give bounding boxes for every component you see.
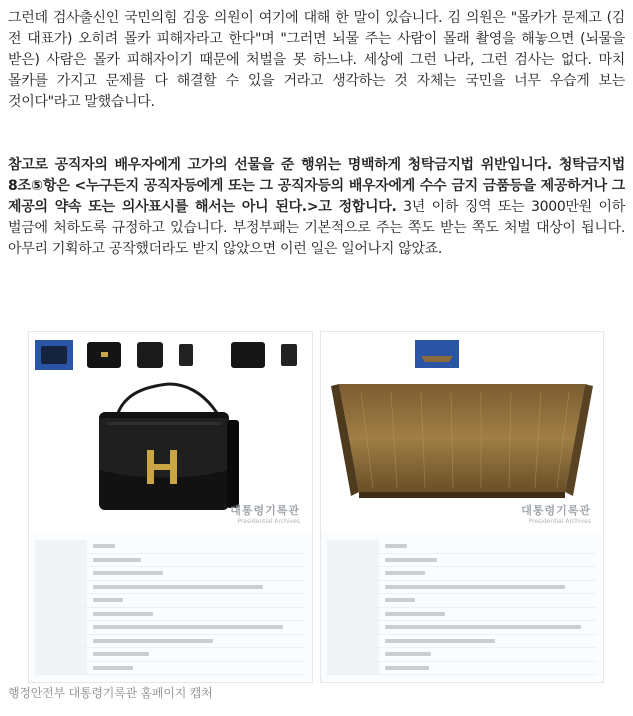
watermark-ko: 대통령기록관 [230,504,300,517]
record-image-area [29,332,312,532]
image-caption: 행정안전부 대통령기록관 홈페이지 캡처 [8,686,213,700]
record-info-table [327,540,597,678]
watermark [521,502,591,525]
thumbnail-selected [415,340,459,368]
thumbnail-strip [321,332,603,372]
record-image-area [321,332,603,532]
watermark-en: Presidential Archives [237,518,300,525]
archive-record-tray [320,331,604,683]
thumbnail-strip [29,332,312,380]
watermark-en: Presidential Archives [528,518,591,525]
article-paragraph-1: 그런데 검사출신인 국민의힘 김웅 의원이 여기에 대해 한 말이 있습니다. 김 의원은 "몰카가 문제고 (김 전 대표가) 오히려 몰카 피해자라고 한다"며 "그러면 뇌물 주는 사람이 몰래 촬영을 해놓으면 (뇌물을 받은) 사람은 몰카 피해자이기 때문에 처벌을 못 하느냐. 세상에 그런 나라, 그런 검사는 없다. 마치 몰카를 가지고 문제를 다 해결할 수 있을 거라고 생각하는 것 자체는 국민을 너무 우습게 보는 것이다"라고 말했습니다. [8,10,625,110]
archive-record-handbag [28,331,313,683]
watermark [230,502,300,525]
record-info-table [35,540,306,678]
article-paragraph-2-bold: 참고로 공직자의 배우자에게 고가의 선물을 준 행위는 명백하게 청탁금지법 위반입니다. 청탁금지법 8조⑤항은 <누구든지 공직자등에게 또는 그 공직자등의 배우자에게 수수 금지 금품등을 제공하거나 그 제공의 약속 또는 의사표시를 해서는 아니 된다.>고 정합니다. [8,157,625,215]
article-paragraph-2-normal: 3년 이하 징역 또는 3000만원 이하 벌금에 처하도록 규정하고 있습니다. 부정부패는 기본적으로 주는 쪽도 받는 쪽도 처벌 대상이 됩니다. 아무리 기획하고 공작했더라도 받지 않았으면 이런 일은 일어나지 않았죠. [8,199,625,257]
article-paragraph-2 [8,155,625,260]
watermark-ko: 대통령기록관 [521,504,591,517]
